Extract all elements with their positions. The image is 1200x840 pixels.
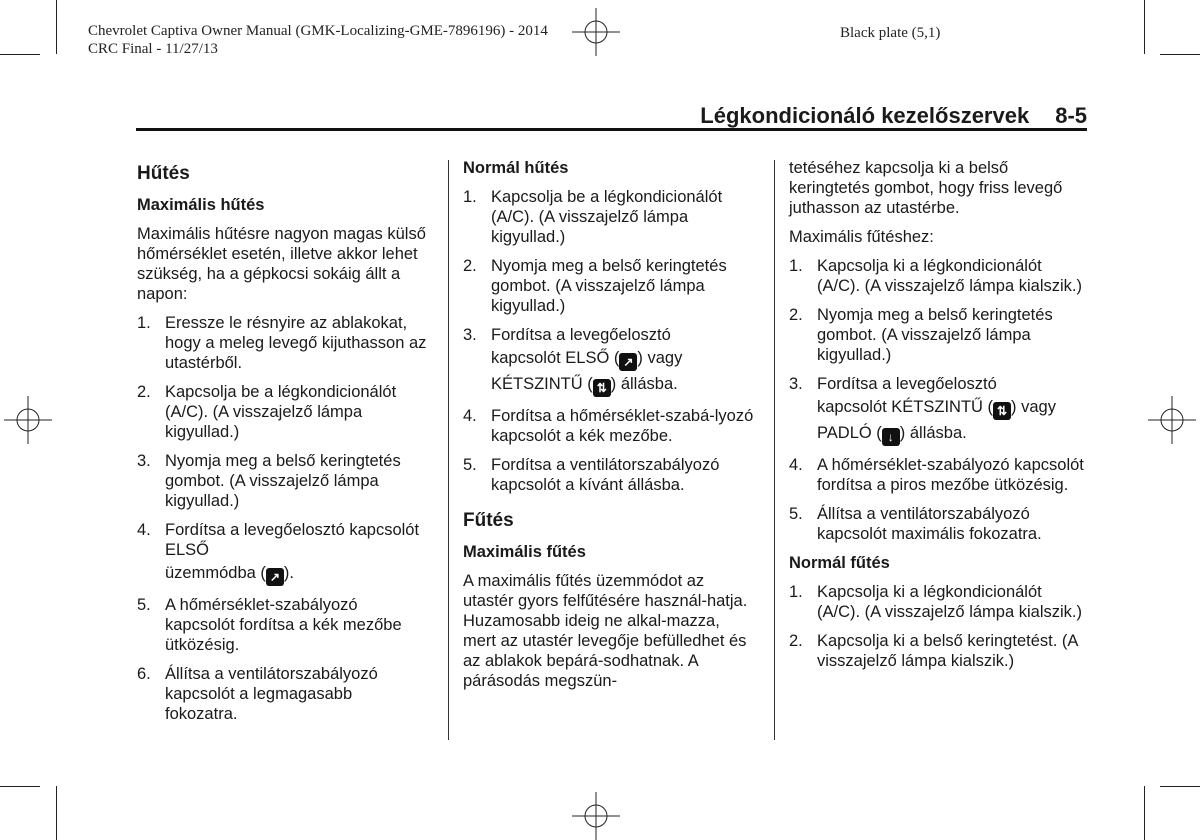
list-item: 1. Kapcsolja be a légkondicionálót (A/C). (A visszajelző lámpa kigyullad.) (463, 188, 723, 246)
registration-mark-bottom (572, 792, 620, 840)
column-2 (463, 158, 755, 700)
vent-bilevel-icon: ⇅ (593, 379, 611, 397)
subheading-max-cooling: Maximális hűtés (137, 196, 265, 214)
list-item: 3. Fordítsa a levegőelosztó kapcsolót ELSŐ ( ↗ ) vagy KÉTSZINTŰ ( ⇅ ) állásba. (463, 326, 683, 395)
column-divider (774, 160, 775, 740)
vent-floor-icon: ↓ (882, 428, 900, 446)
crop-mark (56, 786, 57, 840)
crop-mark (1160, 54, 1200, 55)
column-divider (448, 160, 449, 740)
column-3 (789, 158, 1089, 680)
print-metadata-line1: Chevrolet Captiva Owner Manual (GMK-Localizing-GME-7896196) - 2014 (88, 23, 548, 39)
list-item: 5. A hőmérséklet-szabályozó kapcsolót fordítsa a kék mezőbe ütközésig. (137, 596, 402, 654)
list-item: 5. Állítsa a ventilátorszabályozó kapcsolót maximális fokozatra. (789, 505, 1042, 543)
section-heading-heating: Fűtés (463, 510, 514, 531)
registration-mark-top (572, 8, 620, 56)
paragraph-lead: Maximális fűtéshez: (789, 228, 934, 246)
list-item: 5. Fordítsa a ventilátorszabályozó kapcsolót a kívánt állásba. (463, 456, 720, 494)
print-metadata-line2: CRC Final - 11/27/13 (88, 41, 218, 57)
print-metadata-left (88, 22, 548, 58)
list-item: 1. Kapcsolja ki a légkondicionálót (A/C). (A visszajelző lámpa kialszik.) (789, 257, 1082, 295)
list-item: 6. Állítsa a ventilátorszabályozó kapcsolót a legmagasabb fokozatra. (137, 665, 378, 723)
step-list (463, 187, 755, 495)
list-item: 2. Kapcsolja be a légkondicionálót (A/C). (A visszajelző lámpa kigyullad.) (137, 383, 397, 441)
list-item: 4. A hőmérséklet-szabályozó kapcsolót fordítsa a piros mezőbe ütközésig. (789, 456, 1084, 494)
section-heading-cooling: Hűtés (137, 163, 190, 184)
paragraph: Maximális hűtésre nagyon magas külső hőmérséklet esetén, illetve akkor lehet szükség, ha a gépkocsi sokáig állt a napon: (137, 225, 426, 303)
paragraph-continued: tetéséhez kapcsolja ki a belső keringtetés gombot, hogy friss levegő juthasson az utastérbe. (789, 159, 1063, 217)
list-item: 4. Fordítsa a levegőelosztó kapcsolót ELSŐ üzemmódba ( ↗ ). (137, 521, 420, 584)
section-title: Légkondicionáló kezelőszervek (700, 103, 1030, 128)
list-item: 4. Fordítsa a hőmérséklet-szabá-lyozó kapcsolót a kék mezőbe. (463, 407, 754, 445)
registration-mark-left (4, 396, 52, 444)
running-header (136, 102, 1087, 130)
vent-front-icon: ↗ (266, 568, 284, 586)
crop-mark (56, 0, 57, 54)
list-item: 1. Eressze le résnyire az ablakokat, hogy a meleg levegő kijuthasson az utastérből. (137, 314, 427, 372)
vent-front-icon: ↗ (619, 353, 637, 371)
crop-mark (0, 786, 40, 787)
subheading-normal-cooling: Normál hűtés (463, 159, 569, 177)
crop-mark (0, 54, 40, 55)
crop-mark (1160, 786, 1200, 787)
page-number: 8-5 (1055, 103, 1087, 128)
subheading-normal-heating: Normál fűtés (789, 554, 890, 572)
crop-mark (1144, 0, 1145, 54)
list-item: 3. Fordítsa a levegőelosztó kapcsolót KÉTSZINTŰ ( ⇅ ) vagy PADLÓ ( ↓ ) állásba. (789, 375, 1056, 444)
column-1 (137, 158, 427, 733)
list-item: 2. Nyomja meg a belső keringtetés gombot. (A visszajelző lámpa kigyullad.) (789, 306, 1053, 364)
list-item: 3. Nyomja meg a belső keringtetés gombot. (A visszajelző lámpa kigyullad.) (137, 452, 401, 510)
list-item: 2. Nyomja meg a belső keringtetés gombot. (A visszajelző lámpa kigyullad.) (463, 257, 727, 315)
step-list (137, 313, 427, 724)
list-item: 1. Kapcsolja ki a légkondicionálót (A/C). (A visszajelző lámpa kialszik.) (789, 583, 1082, 621)
registration-mark-right (1148, 396, 1196, 444)
paragraph: A maximális fűtés üzemmódot az utastér gyors felfűtésére használ-hatja. Huzamosabb ideig ne alkal-mazza, mert az utastér levegője befülledhet és az ablakok bepárá-sodhatnak. A párásodás megszün- (463, 572, 748, 690)
crop-mark (1144, 786, 1145, 840)
list-item: 2. Kapcsolja ki a belső keringtetést. (A visszajelző lámpa kialszik.) (789, 632, 1078, 670)
print-metadata-right: Black plate (5,1) (840, 25, 941, 41)
step-list (789, 582, 1089, 671)
header-rule (136, 128, 1087, 131)
vent-bilevel-icon: ⇅ (993, 402, 1011, 420)
step-list (789, 256, 1089, 544)
subheading-max-heating: Maximális fűtés (463, 543, 586, 561)
